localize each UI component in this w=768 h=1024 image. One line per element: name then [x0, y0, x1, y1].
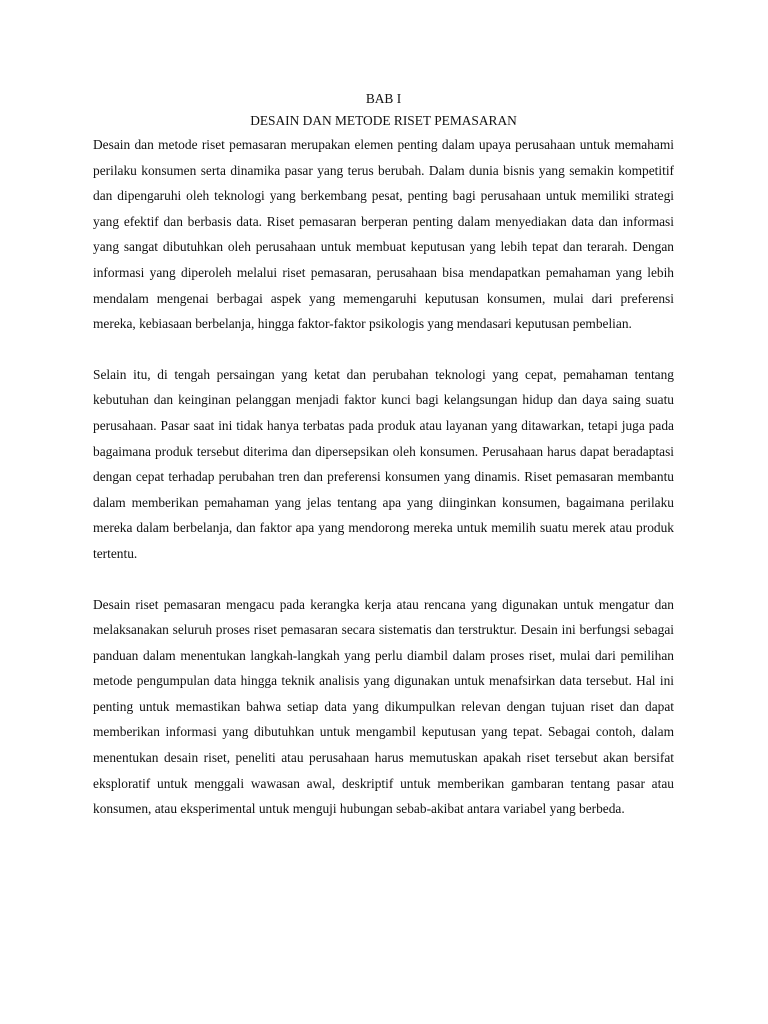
paragraph: Desain riset pemasaran mengacu pada kerangka kerja atau rencana yang digunakan untuk mengatur dan melaksanakan seluruh proses riset pemasaran secara sistematis dan terstruktur. Desain ini berfungsi sebagai panduan dalam menentukan langkah-langkah yang perlu diambil dalam proses riset, mulai dari pemilihan metode pengumpulan data hingga teknik analisis yang digunakan untuk menafsirkan data tersebut. Hal ini penting untuk memastikan bahwa setiap data yang dikumpulkan relevan dengan tujuan riset dan dapat memberikan informasi yang dibutuhkan untuk mengambil keputusan yang tepat. Sebagai contoh, dalam menentukan desain riset, peneliti atau perusahaan harus memutuskan apakah riset tersebut akan bersifat eksploratif untuk menggali wawasan awal, deskriptif untuk memberikan gambaran tentang pasar atau konsumen, atau eksperimental untuk menguji hubungan sebab-akibat antara variabel yang berbeda.: [93, 596, 674, 817]
chapter-title: DESAIN DAN METODE RISET PEMASARAN: [250, 113, 517, 128]
chapter-heading: BAB I: [365, 91, 402, 106]
paragraph: Desain dan metode riset pemasaran merupakan elemen penting dalam upaya perusahaan untuk memahami perilaku konsumen serta dinamika pasar yang terus berubah. Dalam dunia bisnis yang semakin kompetitif dan dipengaruhi oleh teknologi yang berkembang pesat, penting bagi perusahaan untuk memiliki strategi yang efektif dan berbasis data. Riset pemasaran berperan penting dalam menyediakan data dan informasi yang sangat dibutuhkan oleh perusahaan untuk membuat keputusan yang lebih tepat dan terarah. Dengan informasi yang diperoleh melalui riset pemasaran, perusahaan bisa mendapatkan pemahaman yang lebih mendalam mengenai berbagai aspek yang memengaruhi keputusan konsumen, mulai dari preferensi mereka, kebiasaan berbelanja, hingga faktor-faktor psikologis yang mendasari keputusan pembelian.: [93, 137, 674, 332]
paragraph: Selain itu, di tengah persaingan yang ketat dan perubahan teknologi yang cepat, pemahaman tentang kebutuhan dan keinginan pelanggan menjadi faktor kunci bagi kelangsungan hidup dan daya saing suatu perusahaan. Pasar saat ini tidak hanya terbatas pada produk atau layanan yang ditawarkan, tetapi juga pada bagaimana produk tersebut diterima dan dipersepsikan oleh konsumen. Perusahaan harus dapat beradaptasi dengan cepat terhadap perubahan tren dan preferensi konsumen yang dinamis. Riset pemasaran membantu dalam memberikan pemahaman yang jelas tentang apa yang diinginkan konsumen, bagaimana perilaku mereka dalam berbelanja, dan faktor apa yang mendorong mereka untuk memilih suatu merek atau produk tertentu.: [93, 366, 674, 561]
document-page: [93, 88, 674, 822]
